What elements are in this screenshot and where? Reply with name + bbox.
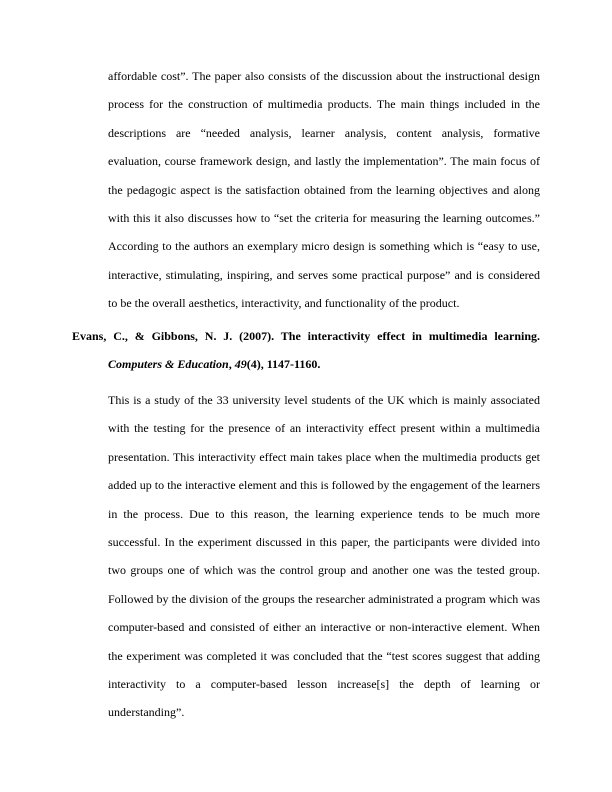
reference-issue-pages: (4), 1147-1160.: [246, 357, 321, 372]
reference-authors-title: Evans, C., & Gibbons, N. J. (2007). The interactivity effect in multimedia learning.: [72, 329, 540, 343]
reference-entry: [72, 322, 540, 379]
reference-volume: 49: [234, 357, 247, 372]
reference-journal: Computers & Education: [108, 357, 229, 372]
body-paragraph-1: affordable cost”. The paper also consists of the discussion about the instructional design process for the construction of multimedia products. The main things included in the descriptions are “needed analysis, learner analysis, content analysis, formative evaluation, course framework design, and lastly the implementation”. The main focus of the pedagogic aspect is the satisfaction obtained from the learning objectives and along with this it also discusses how to “set the criteria for measuring the learning outcomes.” According to the authors an exemplary micro design is something which is “easy to use, interactive, stimulating, inspiring, and serves some practical purpose” and is considered to be the overall aesthetics, interactivity, and functionality of the product.: [108, 69, 540, 311]
reference-separator: ,: [228, 357, 235, 372]
body-paragraph-2: This is a study of the 33 university level students of the UK which is mainly associated with the testing for the presence of an interactivity effect present within a multimedia presentation. This interactivity effect main takes place when the multimedia products get added up to the interactive element and this is followed by the engagement of the learners in the process. Due to this reason, the learning experience tends to be much more successful. In the experiment discussed in this paper, the participants were divided into two groups one of which was the control group and another one was the tested group. Followed by the division of the groups the researcher administrated a program which was computer-based and consisted of either an interactive or non-interactive element. When the experiment was completed it was concluded that the “test scores suggest that adding interactivity to a computer-based lesson increase[s] the depth of learning or understanding”.: [108, 393, 540, 720]
